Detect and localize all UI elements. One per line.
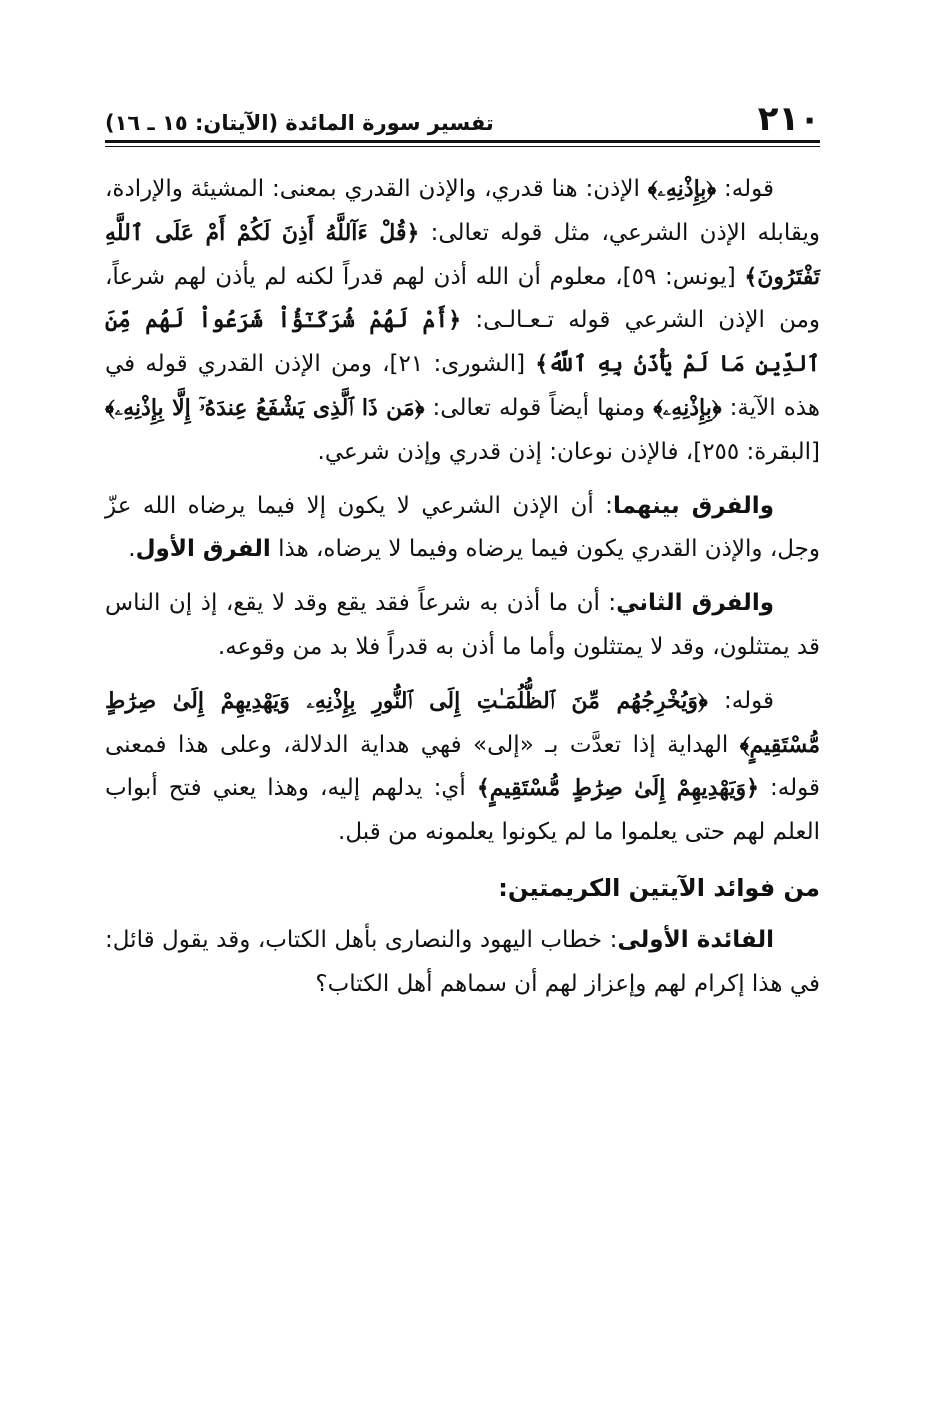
quran-quote: ﴿بِإِذْنِهِۦ﴾	[647, 176, 717, 202]
page-body	[105, 168, 820, 1006]
quran-quote: ﴿وَيُخْرِجُهُم مِّنَ ٱلظُّلُمَـٰتِ إِلَى ٱلنُّورِ بِإِذْنِهِۦ وَيَهْدِيهِمْ إِلَىٰ صِرَٰطٍ مُّسْتَقِيمٍ﴾	[105, 687, 820, 758]
header-rule-thin	[105, 146, 820, 147]
page-number: ٢١٠	[757, 99, 820, 139]
bold-lead: والفرق بينهما	[612, 492, 774, 519]
text: : أن الإذن الشرعي لا يكون إلا فيما يرضاه الله عزّ وجل، والإذن القدري يكون فيما يرضاه وفيما لا يرضاه، هذا	[105, 492, 820, 563]
text: الهداية إذا تعدَّت بـ «إلى» فهي هداية الدلالة، وعلى هذا فمعنى قوله:	[105, 731, 821, 802]
paragraph-guidance	[105, 680, 820, 855]
paragraph-first-benefit	[105, 919, 820, 1007]
quran-quote: ﴿قُلْ ءَآللَّهُ أَذِنَ لَكُمْ أَمْ عَلَى ٱللَّهِ تَفْتَرُونَ﴾	[105, 219, 821, 290]
paragraph-second-difference	[105, 582, 820, 670]
text: قوله:	[716, 176, 774, 202]
text: قوله:	[707, 687, 774, 714]
text: : أن ما أذن به شرعاً فقد يقع وقد لا يقع، إذ إن الناس قد يمتثلون، وقد لا يمتثلون وأما ما أذن به قدراً فلا بد من وقوعه.	[105, 590, 820, 660]
page-header	[105, 92, 820, 139]
section-heading: من فوائد الآيتين الكريمتين:	[498, 873, 820, 902]
text: ومنها أيضاً قوله تعالى:	[424, 394, 654, 421]
quran-quote: ﴿مَن ذَا ٱلَّذِى يَشْفَعُ عِندَهُۥٓ إِلَّا بِإِذْنِهِۦ﴾	[105, 394, 425, 421]
running-title: تفسير سورة المائدة (الآيتان: ١٥ ـ ١٦)	[105, 110, 494, 135]
text: [البقرة: ٢٥٥]، فالإذن نوعان: إذن قدري وإذن شرعي.	[317, 438, 820, 465]
bold-lead: الفائدة الأولى	[617, 926, 774, 953]
text: [الشورى: ٢١]، ومن الإذن القدري قوله في هذه الآية:	[105, 351, 820, 421]
text: أي: يدلهم إليه، وهذا يعني فتح أبواب العلم لهم حتى يعلموا ما لم يكونوا يعلمونه من قبل.	[105, 775, 820, 846]
text: الإذن: هنا قدري، والإذن القدري بمعنى: المشيئة والإرادة، ويقابله الإذن الشرعي، مثل قوله تعالى:	[105, 176, 820, 246]
bold-lead: والفرق الثاني	[616, 590, 774, 617]
text: : خطاب اليهود والنصارى بأهل الكتاب، وقد يقول قائل: في هذا إكرام لهم وإعزاز لهم أن سماهم أهل الكتاب؟	[105, 926, 820, 997]
quran-quote: ﴿وَيَهْدِيهِمْ إِلَىٰ صِرَٰطٍ مُّسْتَقِيمٍ﴾	[476, 775, 759, 802]
paragraph-first-difference	[105, 485, 820, 573]
text: .	[128, 536, 136, 563]
quran-quote: ﴿أَمْ لَهُمْ شُرَكَـٰٓؤُاْ شَرَعُواْ لَهُم مِّنَ ٱلدِّينِ مَا لَمْ يَأْذَنۢ بِهِ ٱللَّهُ﴾	[105, 307, 820, 378]
paragraph-idhn	[105, 168, 820, 475]
text: [يونس: ٥٩]، معلوم أن الله أذن لهم قدراً لكنه لم يأذن لهم شرعاً، ومن الإذن الشرعي قوله تـعـالـى:	[105, 263, 821, 334]
header-rule-thick	[105, 140, 820, 143]
bold-phrase: الفرق الأول	[135, 536, 271, 563]
quran-quote: ﴿بِإِذْنِهِۦ﴾	[653, 394, 722, 421]
